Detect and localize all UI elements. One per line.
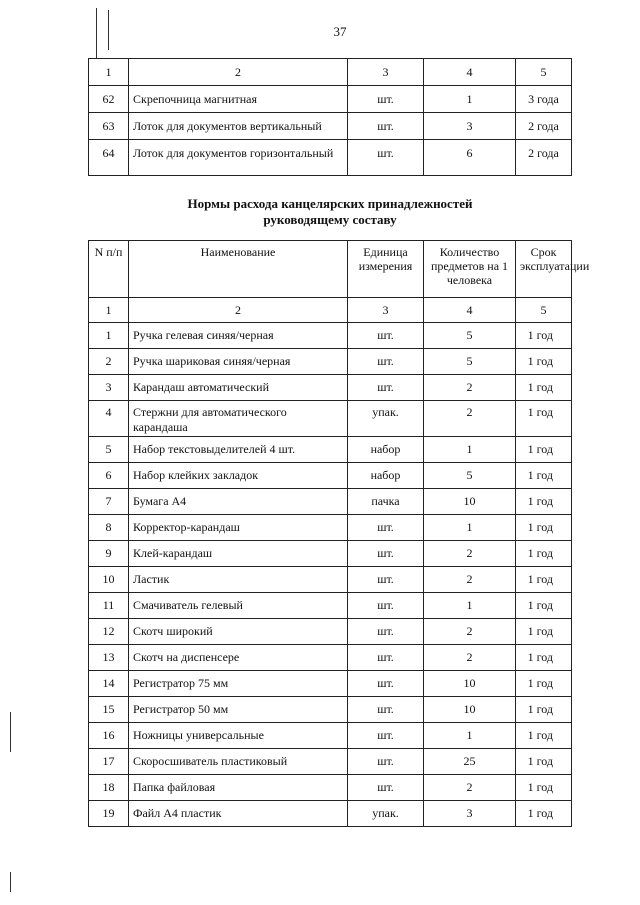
item-name: Лоток для документов горизонтальный bbox=[129, 140, 348, 176]
item-name: Файл А4 пластик bbox=[129, 801, 348, 827]
item-term: 1 год bbox=[516, 775, 572, 801]
table-row bbox=[89, 437, 572, 463]
item-quantity: 10 bbox=[424, 671, 516, 697]
item-quantity: 2 bbox=[424, 375, 516, 401]
table-row bbox=[89, 775, 572, 801]
table-row bbox=[89, 619, 572, 645]
row-number: 7 bbox=[89, 489, 129, 515]
item-name: Клей-карандаш bbox=[129, 541, 348, 567]
item-unit: шт. bbox=[348, 593, 424, 619]
row-number: 14 bbox=[89, 671, 129, 697]
item-term: 1 год bbox=[516, 567, 572, 593]
item-term: 1 год bbox=[516, 323, 572, 349]
col-number-3: 3 bbox=[348, 59, 424, 86]
column-numbers-row bbox=[89, 298, 572, 323]
table-row bbox=[89, 541, 572, 567]
col-number-1: 1 bbox=[89, 59, 129, 86]
table-row bbox=[89, 86, 572, 113]
item-quantity: 3 bbox=[424, 801, 516, 827]
item-unit: пачка bbox=[348, 489, 424, 515]
table-row bbox=[89, 375, 572, 401]
table-row bbox=[89, 401, 572, 437]
item-term: 1 год bbox=[516, 401, 572, 437]
item-unit: упак. bbox=[348, 801, 424, 827]
col-number-1: 1 bbox=[89, 298, 129, 323]
header-term: Срок эксплуатации bbox=[516, 241, 572, 298]
item-term: 1 год bbox=[516, 541, 572, 567]
table-row bbox=[89, 723, 572, 749]
item-quantity: 5 bbox=[424, 463, 516, 489]
table-row bbox=[89, 671, 572, 697]
col-number-2: 2 bbox=[129, 59, 348, 86]
scan-margin-mark bbox=[10, 712, 11, 752]
item-unit: шт. bbox=[348, 349, 424, 375]
item-unit: шт. bbox=[348, 723, 424, 749]
col-number-5: 5 bbox=[516, 59, 572, 86]
item-term: 1 год bbox=[516, 619, 572, 645]
header-name: Наименование bbox=[129, 241, 348, 298]
item-quantity: 2 bbox=[424, 401, 516, 437]
row-number: 4 bbox=[89, 401, 129, 437]
item-quantity: 10 bbox=[424, 489, 516, 515]
table-row bbox=[89, 567, 572, 593]
table-row bbox=[89, 801, 572, 827]
item-quantity: 1 bbox=[424, 723, 516, 749]
row-number: 5 bbox=[89, 437, 129, 463]
item-name: Карандаш автоматический bbox=[129, 375, 348, 401]
item-quantity: 2 bbox=[424, 645, 516, 671]
col-number-3: 3 bbox=[348, 298, 424, 323]
item-unit: шт. bbox=[348, 515, 424, 541]
supplies-norms-table-body bbox=[89, 323, 572, 827]
item-name: Регистратор 75 мм bbox=[129, 671, 348, 697]
table-header-row bbox=[89, 59, 572, 86]
row-number: 63 bbox=[89, 113, 129, 140]
item-term: 1 год bbox=[516, 515, 572, 541]
item-quantity: 5 bbox=[424, 323, 516, 349]
header-number: N п/п bbox=[89, 241, 129, 298]
item-term: 1 год bbox=[516, 697, 572, 723]
item-unit: шт. bbox=[348, 86, 424, 113]
section-title bbox=[160, 196, 500, 228]
item-quantity: 10 bbox=[424, 697, 516, 723]
item-quantity: 25 bbox=[424, 749, 516, 775]
item-quantity: 1 bbox=[424, 437, 516, 463]
item-name: Стержни для автоматического карандаша bbox=[129, 401, 348, 437]
table-row bbox=[89, 463, 572, 489]
item-name: Скотч широкий bbox=[129, 619, 348, 645]
item-quantity: 5 bbox=[424, 349, 516, 375]
item-term: 1 год bbox=[516, 437, 572, 463]
item-quantity: 1 bbox=[424, 515, 516, 541]
item-quantity: 6 bbox=[424, 140, 516, 176]
item-unit: шт. bbox=[348, 323, 424, 349]
item-term: 2 года bbox=[516, 113, 572, 140]
row-number: 6 bbox=[89, 463, 129, 489]
table-row bbox=[89, 697, 572, 723]
row-number: 1 bbox=[89, 323, 129, 349]
item-quantity: 2 bbox=[424, 775, 516, 801]
section-title-line-2: руководящему составу bbox=[263, 212, 397, 227]
item-term: 1 год bbox=[516, 645, 572, 671]
item-name: Регистратор 50 мм bbox=[129, 697, 348, 723]
row-number: 62 bbox=[89, 86, 129, 113]
item-unit: шт. bbox=[348, 775, 424, 801]
item-term: 3 года bbox=[516, 86, 572, 113]
item-name: Корректор-карандаш bbox=[129, 515, 348, 541]
item-unit: шт. bbox=[348, 140, 424, 176]
item-name: Скотч на диспенсере bbox=[129, 645, 348, 671]
table-row bbox=[89, 323, 572, 349]
item-name: Папка файловая bbox=[129, 775, 348, 801]
item-name: Набор клейких закладок bbox=[129, 463, 348, 489]
col-number-5: 5 bbox=[516, 298, 572, 323]
col-number-2: 2 bbox=[129, 298, 348, 323]
row-number: 9 bbox=[89, 541, 129, 567]
item-unit: шт. bbox=[348, 671, 424, 697]
item-quantity: 2 bbox=[424, 619, 516, 645]
item-name: Ножницы универсальные bbox=[129, 723, 348, 749]
item-term: 1 год bbox=[516, 349, 572, 375]
item-name: Ручка гелевая синяя/черная bbox=[129, 323, 348, 349]
col-number-4: 4 bbox=[424, 298, 516, 323]
item-name: Ручка шариковая синяя/черная bbox=[129, 349, 348, 375]
row-number: 15 bbox=[89, 697, 129, 723]
item-unit: набор bbox=[348, 437, 424, 463]
item-unit: шт. bbox=[348, 645, 424, 671]
row-number: 64 bbox=[89, 140, 129, 176]
item-quantity: 2 bbox=[424, 541, 516, 567]
scan-margin-mark bbox=[108, 10, 109, 50]
row-number: 16 bbox=[89, 723, 129, 749]
item-term: 2 года bbox=[516, 140, 572, 176]
item-unit: шт. bbox=[348, 619, 424, 645]
row-number: 19 bbox=[89, 801, 129, 827]
item-quantity: 2 bbox=[424, 567, 516, 593]
row-number: 8 bbox=[89, 515, 129, 541]
row-number: 11 bbox=[89, 593, 129, 619]
col-number-4: 4 bbox=[424, 59, 516, 86]
item-unit: шт. bbox=[348, 567, 424, 593]
item-unit: шт. bbox=[348, 113, 424, 140]
scan-margin-mark bbox=[96, 8, 97, 58]
item-term: 1 год bbox=[516, 375, 572, 401]
continued-table bbox=[88, 58, 572, 176]
item-quantity: 1 bbox=[424, 86, 516, 113]
table-row bbox=[89, 515, 572, 541]
item-quantity: 3 bbox=[424, 113, 516, 140]
header-quantity: Количество предметов на 1 человека bbox=[424, 241, 516, 298]
item-name: Бумага А4 bbox=[129, 489, 348, 515]
table-row bbox=[89, 349, 572, 375]
item-name: Набор текстовыделителей 4 шт. bbox=[129, 437, 348, 463]
item-quantity: 1 bbox=[424, 593, 516, 619]
table-row bbox=[89, 113, 572, 140]
table-row bbox=[89, 749, 572, 775]
row-number: 13 bbox=[89, 645, 129, 671]
item-term: 1 год bbox=[516, 723, 572, 749]
table-row bbox=[89, 140, 572, 176]
table-header-row bbox=[89, 241, 572, 298]
table-row bbox=[89, 593, 572, 619]
item-unit: шт. bbox=[348, 749, 424, 775]
table-row bbox=[89, 489, 572, 515]
item-term: 1 год bbox=[516, 593, 572, 619]
item-name: Лоток для документов вертикальный bbox=[129, 113, 348, 140]
item-unit: шт. bbox=[348, 375, 424, 401]
item-unit: упак. bbox=[348, 401, 424, 437]
row-number: 12 bbox=[89, 619, 129, 645]
page-number: 37 bbox=[333, 24, 347, 39]
item-name: Ластик bbox=[129, 567, 348, 593]
item-term: 1 год bbox=[516, 671, 572, 697]
row-number: 2 bbox=[89, 349, 129, 375]
table-row bbox=[89, 645, 572, 671]
item-name: Скоросшиватель пластиковый bbox=[129, 749, 348, 775]
section-title-line-1: Нормы расхода канцелярских принадлежностей bbox=[187, 196, 473, 211]
scan-margin-mark bbox=[10, 872, 11, 892]
item-term: 1 год bbox=[516, 749, 572, 775]
item-name: Скрепочница магнитная bbox=[129, 86, 348, 113]
item-unit: шт. bbox=[348, 697, 424, 723]
continued-table-body bbox=[89, 86, 572, 176]
item-unit: шт. bbox=[348, 541, 424, 567]
header-unit: Единица измерения bbox=[348, 241, 424, 298]
row-number: 10 bbox=[89, 567, 129, 593]
item-term: 1 год bbox=[516, 489, 572, 515]
item-name: Смачиватель гелевый bbox=[129, 593, 348, 619]
item-term: 1 год bbox=[516, 801, 572, 827]
item-term: 1 год bbox=[516, 463, 572, 489]
supplies-norms-table bbox=[88, 240, 590, 827]
item-unit: набор bbox=[348, 463, 424, 489]
row-number: 3 bbox=[89, 375, 129, 401]
row-number: 18 bbox=[89, 775, 129, 801]
row-number: 17 bbox=[89, 749, 129, 775]
